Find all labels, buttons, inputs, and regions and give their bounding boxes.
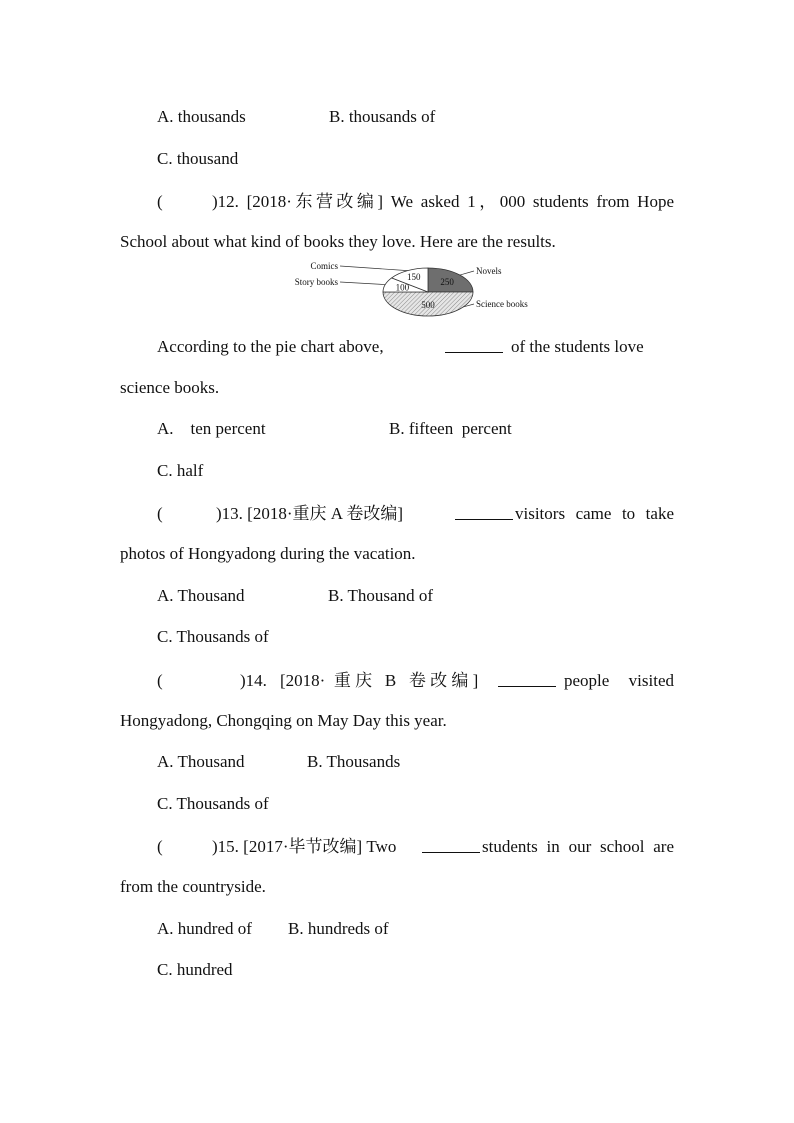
q15-option-b: B. hundreds of [288,919,389,938]
q15-stem-line2: from the countryside. [120,877,266,896]
pie-leader-line [340,282,385,285]
pie-leader-line [340,266,408,271]
pie-chart [280,258,580,330]
q13-stem-tail: visitors came to take [515,504,674,523]
q12-question-a: According to the pie chart above, [157,337,384,356]
q15-stem-tail: students in our school are [482,837,674,856]
q12-paren: ( [157,192,163,211]
q15-number-source: )15. [2017·毕节改编] Two [212,837,397,856]
q13-blank [455,503,513,526]
q13-option-c: C. Thousands of [157,627,269,646]
q14-stem-line2: Hongyadong, Chongqing on May Day this year. [120,711,447,730]
q12-question-b: of the students love [511,337,644,356]
pie-value-label: 500 [421,300,435,311]
pie-legend-label: Story books [294,277,338,287]
q14-option-a: A. Thousand [157,752,245,771]
q12-stem-line1: )12. [2018·东营改编] We asked 1，000 students from Hope [212,192,674,211]
q15-paren: ( [157,837,163,856]
q14-number: )14. [240,671,267,690]
q14-stem-tail: people visited [564,671,674,690]
q12-blank [445,336,503,359]
q12-stem-line2: School about what kind of books they love. Here are the results. [120,232,556,251]
q11-option-b: B. thousands of [329,107,436,126]
pie-value-label: 150 [406,272,421,283]
q13-paren: ( [157,504,163,523]
q14-option-b: B. Thousands [307,752,401,771]
pie-legend-label: Science books [476,299,528,309]
q14-option-c: C. Thousands of [157,794,269,813]
q14-blank [498,670,556,693]
q12-option-b: B. fifteen percent [389,419,512,438]
q15-option-c: C. hundred [157,960,233,979]
q12-option-c: C. half [157,461,204,480]
pie-legend-label: Comics [310,261,338,271]
q12-question-line2: science books. [120,378,220,397]
q15-option-a: A. hundred of [157,919,252,938]
pie-value-label: 100 [395,282,410,293]
q11-option-a: A. thousands [157,107,246,126]
pie-value-label: 250 [440,276,454,287]
pie-leader-line [460,271,474,275]
q14-source: [2018· 重 庆 B 卷 改 编 ] [280,671,479,690]
q12-option-a: A. ten percent [157,419,266,438]
q13-option-a: A. Thousand [157,586,245,605]
q13-stem-line2: photos of Hongyadong during the vacation. [120,544,416,563]
q14-paren: ( [157,671,163,690]
q13-option-b: B. Thousand of [328,586,433,605]
pie-legend-label: Novels [476,266,502,276]
q13-number-source: )13. [2018·重庆 A 卷改编] [216,504,403,523]
q15-blank [422,836,480,859]
q11-option-c: C. thousand [157,149,239,168]
